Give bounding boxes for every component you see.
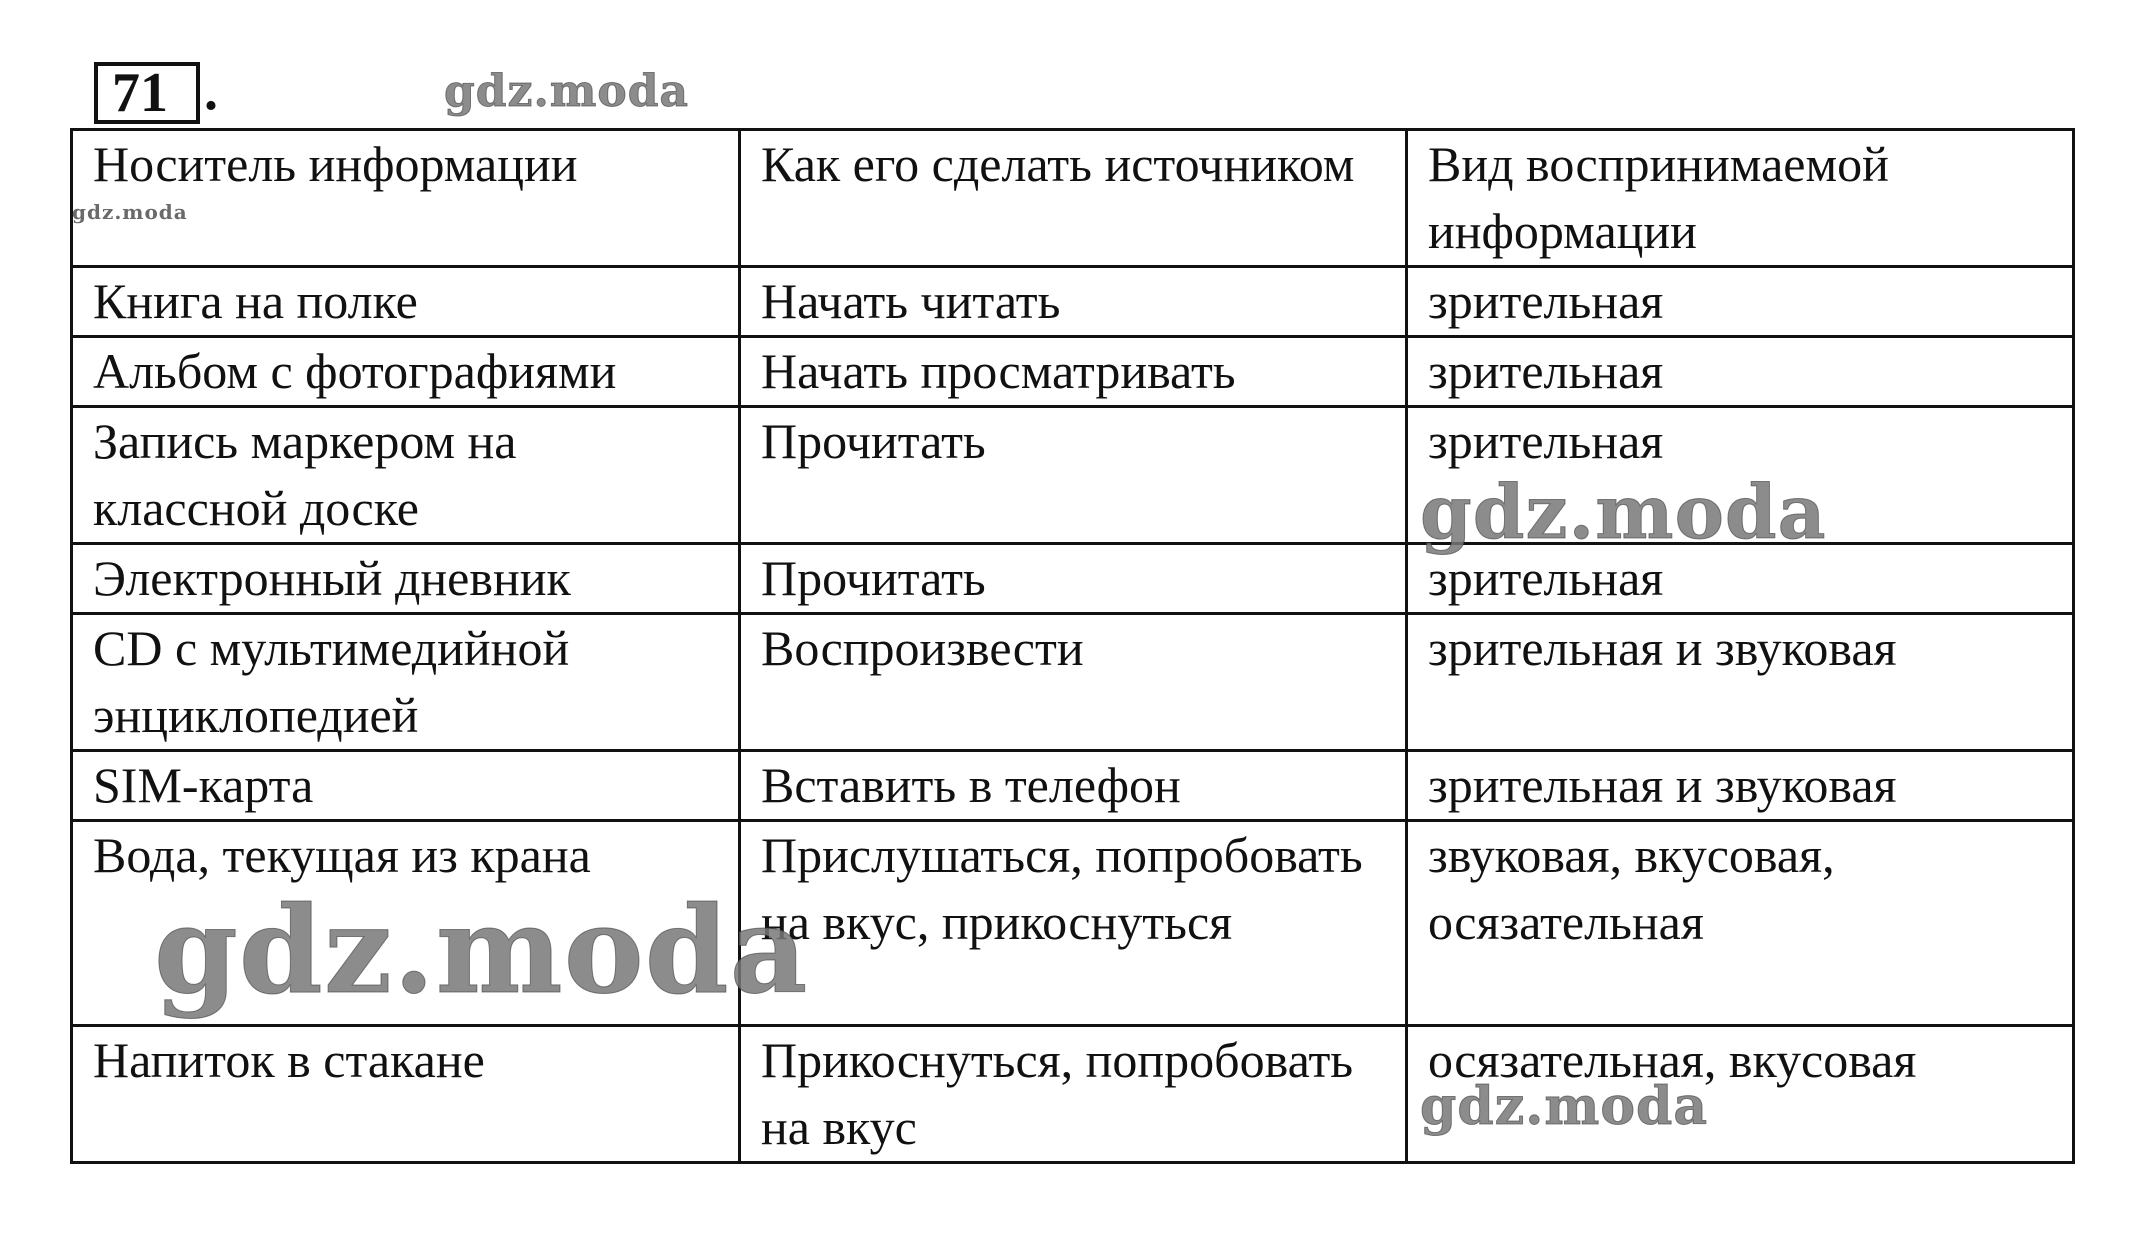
table-cell: Прислушаться, попробовать на вкус, прикоснуться [740, 821, 1407, 1026]
table-cell: Напиток в стакане [72, 1026, 740, 1163]
table-cell: Прочитать [740, 544, 1407, 614]
table-cell: зрительная [1407, 267, 2074, 337]
watermark: gdz.moda [1420, 470, 1827, 556]
table-cell: Книга на полке [72, 267, 740, 337]
table-cell: Вода, текущая из крана [72, 821, 740, 1026]
task-number-text: 71 [112, 62, 168, 124]
table-cell: Запись маркером на классной доске [72, 407, 740, 544]
table-cell: зрительная [1407, 544, 2074, 614]
header-cell-carrier: Носитель информации [72, 130, 740, 267]
table-cell: осязательная, вкусовая [1407, 1026, 2074, 1163]
watermark: gdz.moda [444, 66, 690, 117]
table-row [72, 614, 2074, 751]
table-row [72, 267, 2074, 337]
table-cell: зрительная и звуковая [1407, 614, 2074, 751]
table-row [72, 337, 2074, 407]
task-number-dot: . [204, 60, 218, 122]
table-cell: Прикоснуться, попробовать на вкус [740, 1026, 1407, 1163]
table-cell: зрительная [1407, 407, 2074, 544]
table-cell: Начать читать [740, 267, 1407, 337]
watermark: gdz.moda [154, 880, 809, 1021]
table-cell: Альбом с фотографиями [72, 337, 740, 407]
table-cell: CD с мультимедийной энциклопедией [72, 614, 740, 751]
table-cell: SIM-карта [72, 751, 740, 821]
table-row [72, 751, 2074, 821]
watermark: gdz.moda [1420, 1076, 1709, 1137]
task-number [94, 62, 200, 124]
watermark: gdz.moda [72, 200, 188, 224]
table-cell: Прочитать [740, 407, 1407, 544]
table-cell: Электронный дневник [72, 544, 740, 614]
table-row [72, 1026, 2074, 1163]
table-cell: зрительная [1407, 337, 2074, 407]
table-cell: Вставить в телефон [740, 751, 1407, 821]
table-cell: звуковая, вкусовая, осязательная [1407, 821, 2074, 1026]
table-cell: Воспроизвести [740, 614, 1407, 751]
header-cell-perceived-info-type: Вид воспринимаемой информации [1407, 130, 2074, 267]
table-cell: Начать просматривать [740, 337, 1407, 407]
table-cell: зрительная и звуковая [1407, 751, 2074, 821]
table-header-row [72, 130, 2074, 267]
header-cell-how-to-make-source: Как его сделать источником [740, 130, 1407, 267]
